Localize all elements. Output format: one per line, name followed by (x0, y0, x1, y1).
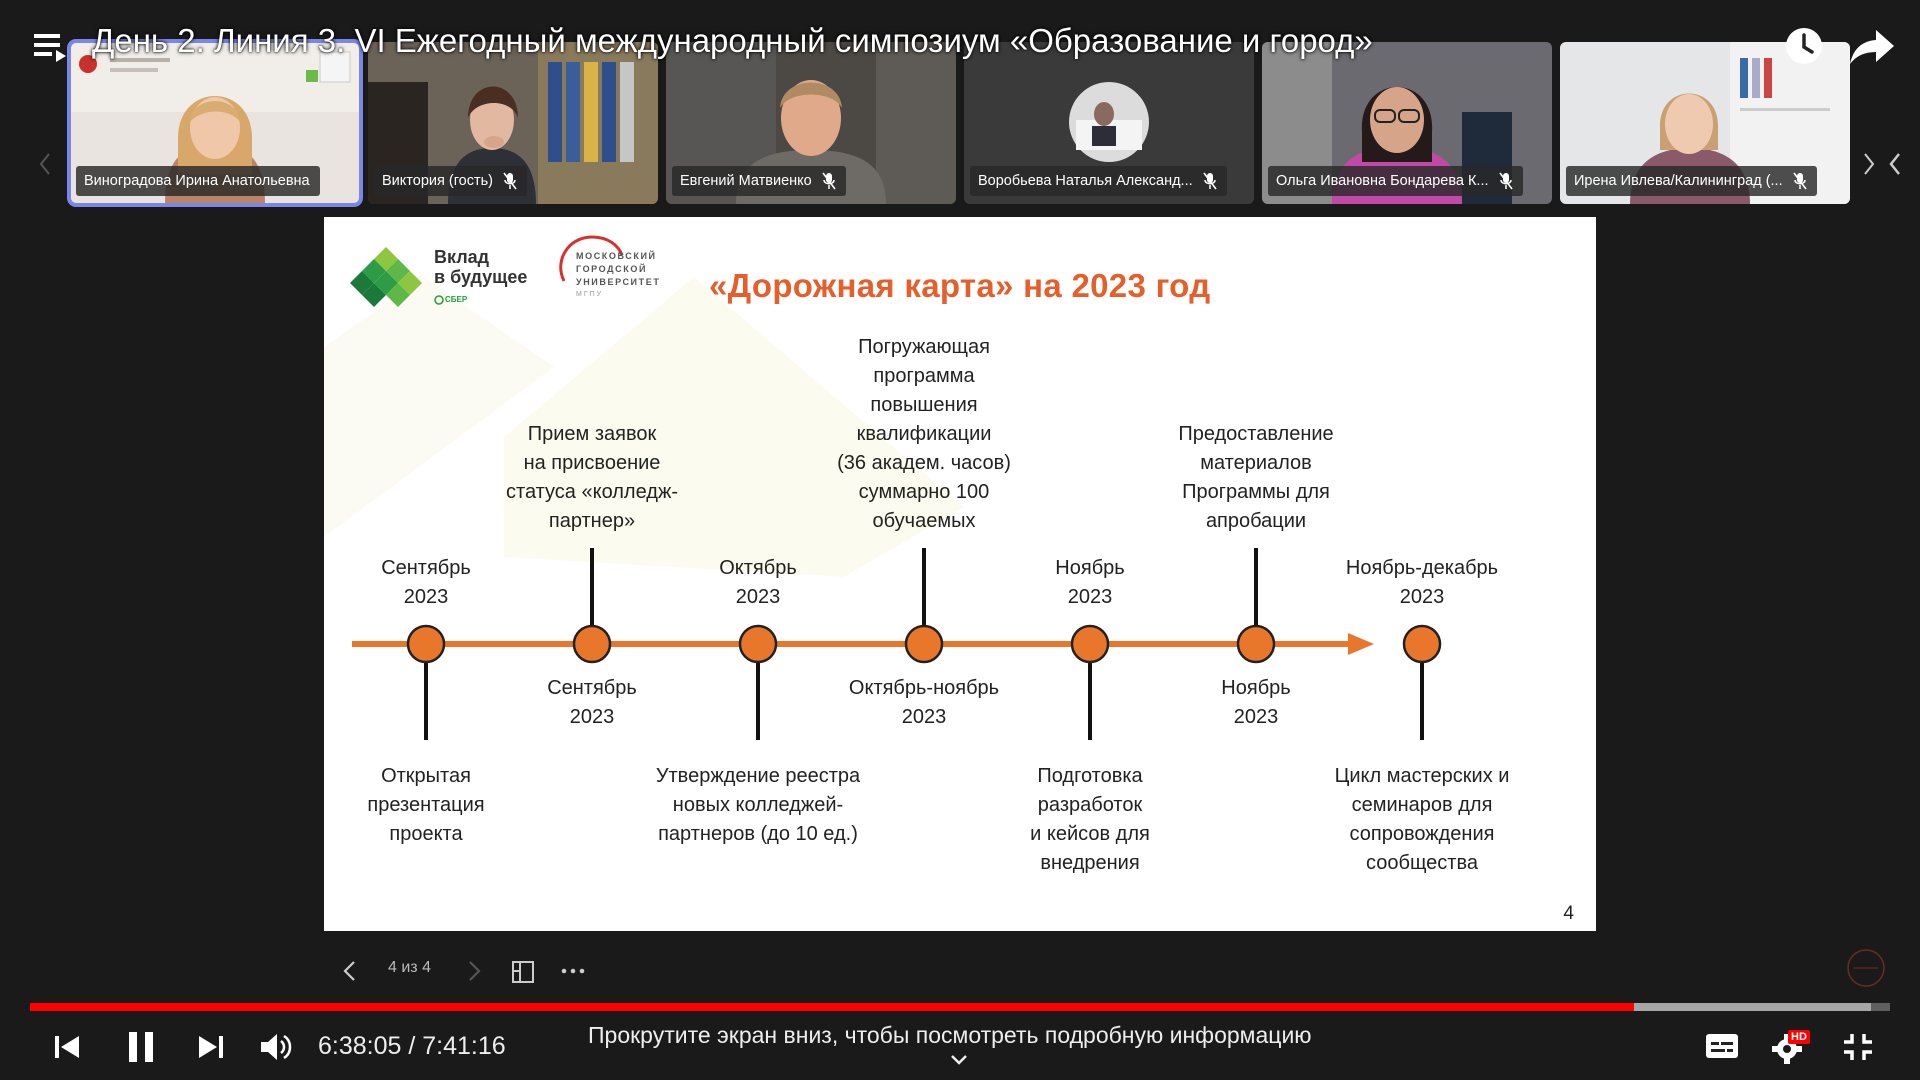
hd-badge: HD (1788, 1030, 1810, 1044)
milestone-event-line: повышения (870, 394, 978, 416)
milestone-event (506, 420, 678, 536)
milestone-event-line: (36 академ. часов) (837, 452, 1011, 474)
milestone-event-line: Цикл мастерских и (1334, 765, 1510, 787)
milestone-date (1055, 554, 1124, 612)
milestone-date-line: Сентябрь (547, 677, 637, 699)
milestone-event-line: Погружающая (858, 336, 990, 358)
milestone-date-line: Ноябрь-декабрь (1345, 557, 1499, 579)
chevron-down-icon[interactable] (948, 1052, 970, 1068)
video-title[interactable]: День 2. Линия 3. VI Ежегодный международный симпозиум «Образование и город» (92, 22, 1373, 59)
prev-slide-icon[interactable] (340, 959, 360, 983)
progress-bar[interactable] (30, 1003, 1890, 1011)
milestone-date (547, 674, 637, 732)
milestone-date-line: 2023 (1399, 586, 1445, 608)
participant-strip (0, 40, 1920, 208)
presentation-slide (324, 217, 1596, 931)
milestone-date-line: Сентябрь (381, 557, 471, 579)
participant-tile[interactable] (964, 42, 1254, 204)
mgpu-line1: МОСКОВСКИЙ (576, 251, 657, 261)
participant-nameplate (970, 166, 1227, 196)
milestone-event-line: Открытая (381, 765, 471, 787)
scroll-hint[interactable]: Прокрутите экран вниз, чтобы посмотреть подробную информацию (588, 1022, 1312, 1048)
participant-nameplate (1566, 166, 1817, 196)
milestone-event-line: новых колледжей- (672, 794, 844, 816)
milestone-date (1221, 674, 1290, 732)
milestone-date-line: 2023 (569, 706, 615, 728)
milestone-event-line: разработок (1037, 794, 1143, 816)
watch-later-icon[interactable] (1782, 24, 1826, 68)
milestone-event-line: суммарно 100 (858, 481, 990, 503)
timeline-labels (324, 217, 1596, 931)
participant-tile[interactable] (368, 42, 658, 204)
mgpu-sub: МГПУ (576, 291, 604, 298)
mgpu-line3: УНИВЕРСИТЕТ (576, 277, 661, 287)
exit-fullscreen-icon[interactable] (1840, 1030, 1876, 1064)
milestone-event-line: внедрения (1040, 852, 1140, 874)
milestone-event-line: материалов (1200, 452, 1312, 474)
next-video-icon[interactable] (194, 1030, 228, 1064)
vklad-logo-line1: Вклад (434, 247, 490, 267)
mic-muted-icon (1499, 172, 1513, 190)
share-icon[interactable] (1848, 24, 1896, 68)
milestone-date (719, 554, 797, 612)
milestone-event-line: на присвоение (523, 452, 661, 474)
milestone-date-line: Октябрь (719, 557, 797, 579)
mic-muted-icon (1203, 172, 1217, 190)
channel-watermark-icon (1844, 946, 1888, 990)
strip-next-icon[interactable] (1860, 150, 1878, 178)
collapse-strip-icon[interactable] (1886, 150, 1904, 178)
milestone-date-line: 2023 (1067, 586, 1113, 608)
mic-muted-icon (1793, 172, 1807, 190)
mic-muted-icon (503, 172, 517, 190)
participant-nameplate (374, 166, 527, 196)
milestone-date (1346, 554, 1498, 612)
slides-grid-icon[interactable] (510, 959, 536, 985)
milestone-event-line: Подготовка (1037, 765, 1143, 787)
milestone-date-line: 2023 (403, 586, 449, 608)
participant-nameplate (76, 166, 320, 196)
milestone-event-line: сообщества (1366, 852, 1478, 874)
milestone-event (1030, 762, 1150, 878)
milestone-date-line: Ноябрь (1055, 557, 1125, 579)
slide-title: «Дорожная карта» на 2023 год (709, 267, 1211, 304)
milestone-event-line: Утверждение реестра (655, 765, 861, 787)
milestone-event-line: сопровождения (1349, 823, 1495, 845)
mic-muted-icon (822, 172, 836, 190)
milestone-event-line: Предоставление (1178, 423, 1334, 445)
next-slide-icon[interactable] (464, 959, 484, 983)
progress-played (30, 1003, 1634, 1011)
milestone-event (1335, 762, 1510, 878)
milestone-date-line: 2023 (735, 586, 781, 608)
milestone-event-line: обучаемых (872, 510, 976, 532)
participant-tile[interactable] (1262, 42, 1552, 204)
milestone-event-line: презентация (367, 794, 485, 816)
vklad-logo-line2: в будущее (434, 267, 528, 287)
milestone-event-line: статуса «колледж- (506, 481, 678, 503)
milestone-date-line: 2023 (901, 706, 947, 728)
mgpu-line2: ГОРОДСКОЙ (576, 264, 648, 274)
milestone-event-line: Программы для (1182, 481, 1330, 503)
participant-name: Виктория (гость) (382, 173, 494, 189)
milestone-event-line: партнер» (548, 510, 636, 532)
subtitles-icon[interactable] (1704, 1030, 1740, 1062)
milestone-event-line: Прием заявок (527, 423, 657, 445)
milestone-event-line: семинаров для (1351, 794, 1493, 816)
volume-icon[interactable] (258, 1030, 294, 1064)
milestone-date-line: Ноябрь (1221, 677, 1291, 699)
milestone-event-line: апробации (1205, 510, 1307, 532)
milestone-event (1178, 420, 1333, 536)
participant-name: Евгений Матвиенко (680, 173, 812, 189)
slide-counter: 4 из 4 (388, 959, 431, 976)
milestone-event (837, 333, 1011, 536)
previous-video-icon[interactable] (50, 1030, 84, 1064)
milestone-date (381, 554, 471, 612)
slide-page-number: 4 (1563, 903, 1574, 924)
milestone-date-line: Октябрь-ноябрь (848, 677, 1000, 699)
milestone-event-line: и кейсов для (1030, 823, 1150, 845)
sber-label: СБЕР (445, 295, 468, 304)
participant-name: Ирена Ивлева/Калининград (... (1574, 173, 1783, 189)
playlist-menu-icon[interactable] (32, 28, 72, 68)
participant-name: Ольга Ивановна Бондарева К... (1276, 173, 1489, 189)
milestone-event-line: партнеров (до 10 ед.) (658, 823, 858, 845)
participant-nameplate (1268, 166, 1523, 196)
participant-tile[interactable] (70, 42, 360, 204)
time-display: 6:38:05 / 7:41:16 (318, 1032, 506, 1060)
milestone-event-line: квалификации (856, 423, 992, 445)
participant-tile[interactable] (666, 42, 956, 204)
strip-prev-icon[interactable] (36, 150, 54, 178)
milestone-event (656, 762, 860, 849)
milestone-event-line: программа (873, 365, 975, 387)
more-options-icon[interactable] (560, 965, 586, 977)
milestone-event (367, 762, 484, 849)
milestone-event-line: проекта (389, 823, 463, 845)
participant-nameplate (672, 166, 846, 196)
milestone-date (849, 674, 999, 732)
participant-name: Воробьева Наталья Александ... (978, 173, 1193, 189)
milestone-date-line: 2023 (1233, 706, 1279, 728)
pause-icon[interactable] (122, 1028, 160, 1066)
participant-name: Виноградова Ирина Анатольевна (84, 173, 310, 189)
